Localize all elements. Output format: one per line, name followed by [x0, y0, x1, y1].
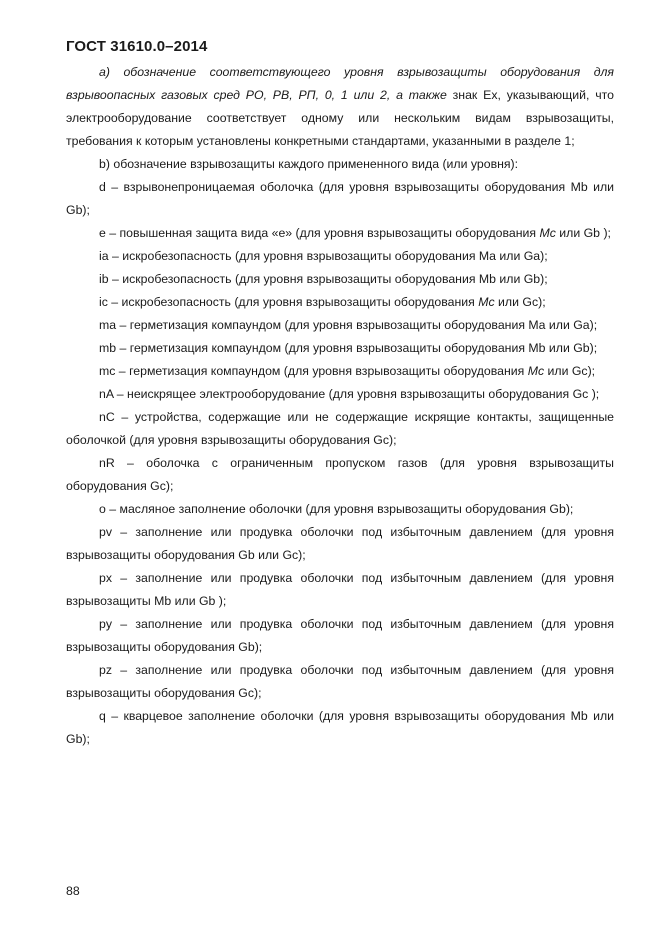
paragraph-a [66, 61, 614, 153]
item-mc-before: mc – герметизация компаундом (для уровня взрывозащиты оборудования [99, 364, 528, 378]
item-nr: nR – оболочка с ограниченным пропуском газов (для уровня взрывозащиты оборудования Gc); [66, 456, 614, 493]
item-ic-after: или Gc); [494, 295, 546, 309]
item-d: d – взрывонепроницаемая оболочка (для уровня взрывозащиты оборудования Mb или Gb); [66, 180, 614, 217]
item-mc-italic: Mc [527, 364, 545, 378]
item-py: py – заполнение или продувка оболочки под избыточным давлением (для уровня взрывозащиты оборудования Gb); [66, 617, 614, 654]
paragraph-a-text: знак Ex, указывающий, что электрооборудование соответствует одному или нескольким видам взрывозащиты, требования к которым установлены конкретными стандартами, указанными в разделе 1; [66, 88, 614, 148]
paragraph-a-italic: а) обозначение соответствующего уровня взрывозащиты оборудования для взрывоопасных газовых сред РО, РВ, РП, 0, 1 или 2, а также [66, 65, 614, 102]
item-mc [66, 360, 614, 383]
item-mc-after: или Gc); [544, 364, 596, 378]
item-ib: ib – искробезопасность (для уровня взрывозащиты оборудования Mb или Gb); [99, 272, 548, 286]
item-q: q – кварцевое заполнение оболочки (для уровня взрывозащиты оборудования Mb или Gb); [66, 709, 614, 746]
item-ia: ia – искробезопасность (для уровня взрывозащиты оборудования Ma или Ga); [99, 249, 548, 263]
item-pz: pz – заполнение или продувка оболочки под избыточным давлением (для уровня взрывозащиты оборудования Gc); [66, 663, 614, 700]
document-body [66, 61, 614, 751]
item-px: px – заполнение или продувка оболочки под избыточным давлением (для уровня взрывозащиты Mb или Gb ); [66, 571, 614, 608]
item-e-after: или Gb ); [555, 226, 611, 240]
item-e [66, 222, 614, 245]
item-ic-before: ic – искробезопасность (для уровня взрывозащиты оборудования [99, 295, 479, 309]
item-pv: pv – заполнение или продувка оболочки под избыточным давлением (для уровня взрывозащиты оборудования Gb или Gc); [66, 525, 614, 562]
item-ma: ma – герметизация компаундом (для уровня взрывозащиты оборудования Ma или Ga); [99, 318, 598, 332]
item-nc: nC – устройства, содержащие или не содержащие искрящие контакты, защищенные оболочкой (для уровня взрывозащиты оборудования Gc); [66, 410, 614, 447]
document-header-title: ГОСТ 31610.0–2014 [66, 38, 208, 55]
item-na: nA – неискрящее электрооборудование (для уровня взрывозащиты оборудования Gc ); [99, 387, 600, 401]
item-o: o – масляное заполнение оболочки (для уровня взрывозащиты оборудования Gb); [99, 502, 574, 516]
item-e-italic: Mc [539, 226, 556, 240]
item-e-before: e – повышенная защита вида «е» (для уровня взрывозащиты оборудования [99, 226, 540, 240]
page-number: 88 [66, 884, 80, 898]
item-ic-italic: Mc [478, 295, 495, 309]
item-mb: mb – герметизация компаундом (для уровня взрывозащиты оборудования Mb или Gb); [99, 341, 598, 355]
item-ic [66, 291, 614, 314]
paragraph-b: b) обозначение взрывозащиты каждого примененного вида (или уровня): [99, 157, 519, 171]
